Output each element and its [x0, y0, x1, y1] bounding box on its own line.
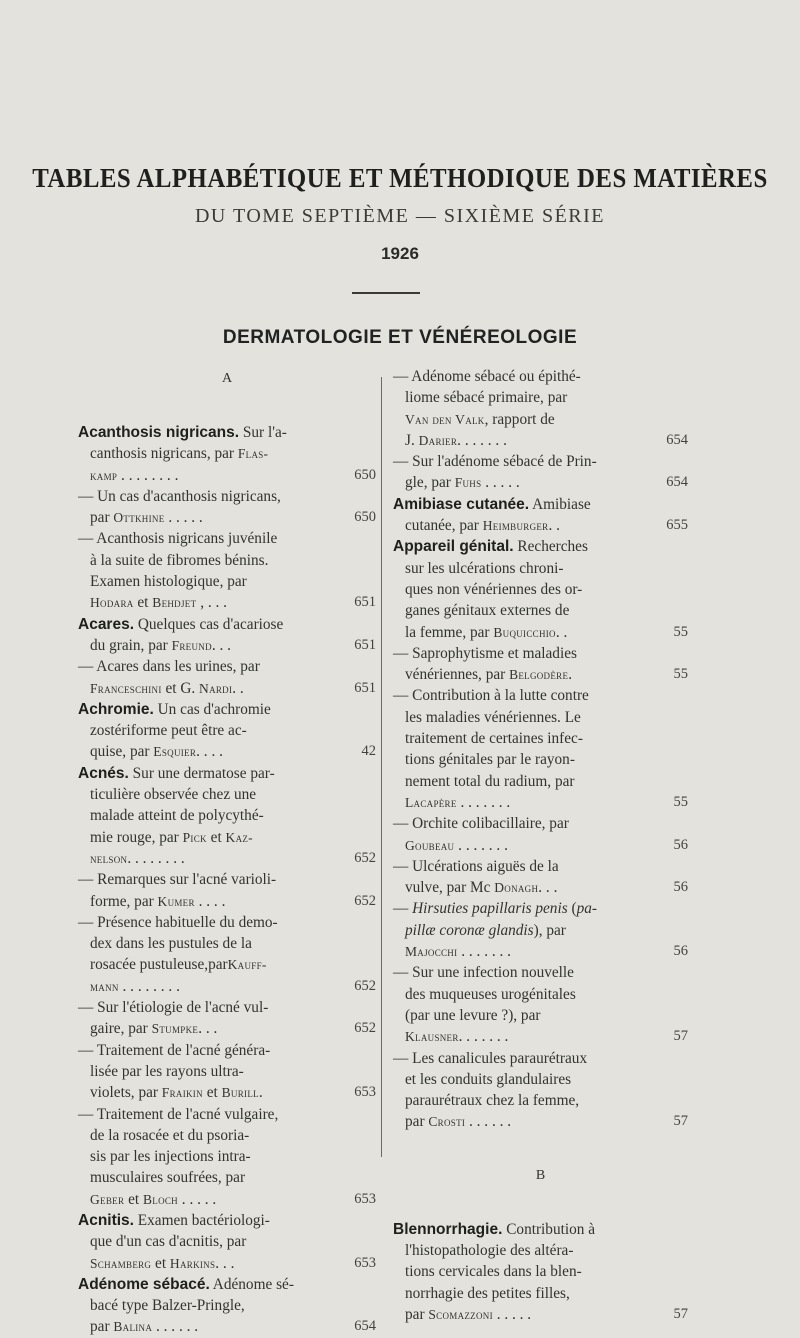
entry-text: Un cas d'achromie — [153, 700, 271, 718]
author-name: Kauff- — [227, 957, 267, 973]
entry-line — [393, 984, 688, 1005]
author-name: Balina — [113, 1319, 153, 1335]
author-name: Nardi — [199, 680, 233, 696]
author-name: Heimburger — [482, 518, 549, 534]
author-name: Bloch — [142, 1191, 178, 1207]
entry-line — [393, 664, 688, 685]
entry-text: par — [90, 1318, 114, 1336]
entry-text: de la rosacée et du psoria- — [90, 1126, 250, 1144]
entry-text: — Saprophytisme et maladies — [393, 644, 577, 662]
entry-text: et — [151, 1254, 170, 1272]
entry-line — [78, 912, 376, 933]
entry-line — [393, 1111, 688, 1132]
entry-text: — — [393, 900, 413, 918]
author-name: kamp — [90, 467, 118, 483]
entry-line — [78, 614, 376, 635]
letter-heading-a: A — [221, 371, 233, 386]
entry-line — [78, 507, 376, 528]
entry-text: Examen bactériologi- — [133, 1211, 270, 1229]
entry-line — [78, 891, 376, 912]
entry-line — [78, 720, 376, 741]
leader-dots: . . . — [538, 879, 558, 897]
entry-text: J. — [405, 431, 419, 449]
entry-line — [393, 409, 688, 430]
entry-text: sur les ulcérations chroni- — [405, 559, 564, 577]
entry-text: — Ulcérations aiguës de la — [393, 857, 559, 875]
entry-line — [78, 1189, 376, 1210]
leader-dots: . . . . . . . — [454, 836, 508, 854]
author-name: Flas- — [237, 446, 269, 462]
author-name: Darier — [418, 432, 458, 448]
entry-line — [78, 635, 376, 656]
page-number: 57 — [673, 1028, 688, 1045]
entry-line — [78, 592, 376, 613]
page-number: 55 — [673, 666, 688, 683]
entry-text: que d'un cas d'acnitis, par — [90, 1233, 247, 1251]
page-number: 56 — [673, 943, 688, 960]
entry-text: traitement de certaines infec- — [405, 730, 583, 748]
entry-text: tions cervicales dans la blen- — [405, 1263, 582, 1281]
leader-dots: . . . . . . . — [457, 431, 507, 449]
entry-line — [393, 366, 688, 387]
section-title: DERMATOLOGIE ET VÉNÉREOLOGIE — [222, 327, 578, 348]
entry-line — [78, 741, 376, 762]
entry-line — [393, 451, 688, 472]
entry-line — [78, 1316, 376, 1337]
author-name: Belgodère — [509, 667, 569, 683]
entry-text: Contribution à — [502, 1220, 596, 1238]
entry-text: tions génitales par le rayon- — [405, 751, 575, 769]
entry-text: Sur l'a- — [239, 424, 287, 441]
leader-dots: . . — [548, 517, 560, 535]
entry-text: — Remarques sur l'acné varioli- — [78, 871, 277, 889]
entry-text: ticulière observée chez une — [90, 786, 257, 804]
headword: Amibiase cutanée. — [393, 495, 530, 513]
page-number: 652 — [354, 977, 376, 994]
entry-line — [78, 1018, 376, 1039]
entry-line — [393, 707, 688, 728]
page-number: 56 — [673, 836, 688, 853]
right-column — [393, 366, 688, 1325]
entry-line — [393, 941, 688, 962]
author-name: Pick — [182, 829, 207, 845]
entry-text: — Un cas d'acanthosis nigricans, — [78, 487, 281, 505]
page-number: 57 — [673, 1305, 688, 1322]
entry-line — [78, 528, 376, 549]
leader-dots: . — [258, 1084, 263, 1102]
entry-line — [393, 920, 688, 941]
entry-text: rosacée pustuleuse,par — [90, 956, 228, 974]
author-name: Goubeau — [405, 837, 455, 853]
entry-line — [393, 1005, 688, 1026]
headword: Acares. — [78, 615, 135, 633]
entry-line — [393, 771, 688, 792]
author-name: Van den Valk — [405, 411, 485, 427]
entry-text: — Acanthosis nigricans juvénile — [78, 530, 278, 548]
leader-dots: . . . . . . . . — [127, 849, 185, 867]
leader-dots: , . . . — [196, 594, 227, 612]
entry-text: bacé type Balzer-Pringle, — [90, 1297, 245, 1315]
entry-line — [78, 869, 376, 890]
entry-line — [393, 1069, 688, 1090]
spacer — [78, 392, 376, 422]
entry-text: malade atteint de polycythé- — [90, 807, 264, 825]
entry-text: quise, par — [90, 743, 154, 761]
entry-text: forme, par — [90, 892, 158, 910]
spacer — [393, 1189, 688, 1219]
entry-text: et — [124, 1190, 143, 1208]
leader-dots: . . . . . — [492, 1305, 532, 1323]
leader-dots: . . . . . . — [152, 1318, 199, 1336]
page-number: 651 — [354, 594, 376, 611]
leader-dots: . . . . — [196, 743, 223, 761]
entry-text: Quelques cas d'acariose — [134, 615, 284, 633]
entry-line — [393, 1026, 688, 1047]
entry-text: musculaires soufrées, par — [90, 1169, 246, 1187]
entry-line — [393, 813, 688, 834]
leader-dots: . . — [232, 679, 244, 697]
entry-line — [78, 678, 376, 699]
author-name: Kaz- — [225, 829, 253, 845]
entry-line — [78, 1210, 376, 1231]
entry-line — [78, 656, 376, 677]
entry-text: ( — [567, 900, 577, 918]
entry-line — [78, 1231, 376, 1252]
entry-line — [78, 443, 376, 464]
entry-line — [393, 1283, 688, 1304]
entry-text: violets, par — [90, 1084, 162, 1102]
page-title: TABLES ALPHABÉTIQUE ET MÉTHODIQUE DES MATIÈRES — [32, 163, 768, 193]
entry-line — [78, 465, 376, 486]
entry-text: — Contribution à la lutte contre — [393, 687, 589, 705]
entry-line — [78, 422, 376, 443]
italic-term: pillæ coronæ glandis — [405, 921, 534, 939]
author-name: Hodara — [90, 595, 134, 611]
author-name: Esquier — [153, 744, 197, 760]
page-number: 655 — [666, 517, 688, 534]
letter-heading-b: B — [535, 1167, 546, 1183]
entry-line — [78, 848, 376, 869]
author-name: Ottkhine — [113, 510, 165, 526]
entry-text: liome sébacé primaire, par — [405, 389, 568, 407]
entry-text: mie rouge, par — [90, 828, 183, 846]
italic-term: pa- — [576, 900, 597, 918]
leader-dots: . . . — [215, 1254, 235, 1272]
author-name: Kumer — [157, 893, 195, 909]
entry-text: , rapport de — [484, 410, 555, 428]
leader-dots: . . . . . — [177, 1190, 217, 1208]
entry-text: et — [202, 1084, 222, 1102]
entry-line — [78, 1082, 376, 1103]
entry-text: sis par les injections intra- — [90, 1148, 251, 1166]
entry-text: — Sur l'étiologie de l'acné vul- — [78, 999, 269, 1017]
entry-line — [393, 494, 688, 515]
entry-text: — Présence habituelle du demo- — [78, 913, 278, 931]
author-name: Geber — [90, 1191, 125, 1207]
entry-line — [78, 486, 376, 507]
entry-line — [78, 571, 376, 592]
entry-line — [393, 792, 688, 813]
spacer — [393, 1133, 688, 1163]
leader-dots: . . . . . — [481, 474, 520, 492]
entry-line — [78, 933, 376, 954]
page-number: 654 — [666, 474, 688, 491]
leader-dots: . . . . . . — [465, 1113, 512, 1131]
entry-line — [393, 515, 688, 536]
author-name: Majocchi — [405, 944, 458, 960]
author-name: mann — [90, 978, 119, 994]
entry-line — [393, 536, 688, 557]
leader-dots: . . — [555, 623, 568, 641]
leader-dots: . . . . . — [164, 509, 203, 527]
leader-dots: . . . . . . . . — [117, 466, 179, 484]
leader-dots: . . . . . . . — [457, 943, 511, 961]
entry-text: — Traitement de l'acné généra- — [78, 1041, 271, 1059]
page-number: 651 — [354, 679, 376, 696]
entry-line — [393, 579, 688, 600]
entry-line — [393, 685, 688, 706]
entry-text: gaire, par — [90, 1020, 152, 1038]
entry-text: Examen histologique, par — [90, 573, 247, 591]
entry-text: (par une levure ?), par — [405, 1006, 541, 1024]
entry-text: ganes génitaux externes de — [405, 602, 570, 620]
column-divider — [381, 377, 382, 1157]
page-number: 42 — [361, 743, 376, 760]
page-number: 653 — [354, 1190, 376, 1207]
leader-dots: . . . — [211, 636, 231, 654]
entry-text: — Traitement de l'acné vulgaire, — [78, 1105, 279, 1123]
entry-text: — Orchite colibacillaire, par — [393, 815, 569, 833]
headword: Blennorrhagie. — [393, 1220, 503, 1238]
entry-line — [78, 805, 376, 826]
headword: Appareil génital. — [393, 538, 514, 556]
entry-line — [393, 1048, 688, 1069]
author-name: Stumpke — [151, 1021, 199, 1037]
entry-line — [78, 1125, 376, 1146]
entry-text: des muqueuses urogénitales — [405, 985, 576, 1003]
entry-line — [393, 1090, 688, 1111]
headword: Acnés. — [78, 764, 129, 782]
entry-line — [393, 558, 688, 579]
entry-line — [393, 387, 688, 408]
page-number: 652 — [354, 849, 376, 866]
author-name: Franceschini — [90, 680, 162, 696]
entry-text: vulve, par Mc — [405, 879, 495, 897]
entry-text: la femme, par — [405, 623, 494, 641]
entry-line — [393, 1240, 688, 1261]
leader-dots: . — [568, 666, 573, 684]
entry-line — [78, 1295, 376, 1316]
author-name: Behdjet — [152, 595, 197, 611]
leader-dots: . . . — [198, 1020, 218, 1038]
entry-line — [78, 763, 376, 784]
left-column — [78, 366, 376, 1338]
entry-text: ), par — [533, 921, 566, 939]
page-subtitle: DU TOME SEPTIÈME — SIXIÈME SÉRIE — [194, 205, 606, 227]
page-number: 653 — [354, 1084, 376, 1101]
entry-line — [78, 1146, 376, 1167]
page-number: 650 — [354, 509, 376, 526]
entry-line — [393, 877, 688, 898]
entry-text: et les conduits glandulaires — [405, 1070, 572, 1088]
entry-text: zostériforme peut être ac- — [90, 722, 247, 740]
entry-text: à la suite de fibromes bénins. — [90, 551, 269, 569]
entry-text: norrhagie des petites filles, — [405, 1284, 570, 1302]
entry-line — [78, 954, 376, 975]
page-number: 56 — [673, 879, 688, 896]
entry-line — [78, 1274, 376, 1295]
entry-text: par — [90, 509, 114, 527]
headword: Acanthosis nigricans. — [78, 424, 240, 441]
page-number: 55 — [673, 623, 688, 640]
entry-line — [78, 699, 376, 720]
leader-dots: . . . . — [194, 892, 226, 910]
author-name: Buquicchio — [493, 624, 556, 640]
entry-line — [78, 1167, 376, 1188]
page-number: 653 — [354, 1254, 376, 1271]
author-name: Burill — [221, 1085, 259, 1101]
page-number: 654 — [354, 1318, 376, 1335]
entry-line — [393, 898, 688, 919]
page-number: 57 — [673, 1113, 688, 1130]
entry-line — [393, 856, 688, 877]
entry-text: cutanée, par — [405, 517, 483, 535]
entry-line — [78, 550, 376, 571]
entry-text: l'histopathologie des altéra- — [405, 1241, 574, 1259]
entry-line — [78, 784, 376, 805]
volume-year: 1926 — [381, 244, 419, 263]
entry-text: ques non vénériennes des or- — [405, 580, 583, 598]
page-number: 652 — [354, 1020, 376, 1037]
entry-text: — Les canalicules paraurétraux — [393, 1049, 588, 1067]
entry-line — [393, 728, 688, 749]
page-number: 651 — [354, 636, 376, 653]
entry-line — [393, 472, 688, 493]
author-name: nelson — [90, 850, 128, 866]
entry-text: par — [405, 1305, 429, 1323]
entry-text: paraurétraux chez la femme, — [405, 1092, 580, 1110]
entry-line — [78, 997, 376, 1018]
entry-line — [393, 430, 688, 451]
italic-term: Hirsuties papillaris penis — [412, 900, 568, 918]
title-rule — [352, 292, 420, 294]
author-name: Lacapère — [405, 794, 457, 810]
entry-text: vénériennes, par — [405, 666, 510, 684]
entry-text: les maladies vénériennes. Le — [405, 708, 581, 726]
author-name: Scomazzoni — [428, 1306, 493, 1322]
entry-line — [393, 622, 688, 643]
entry-text: — Adénome sébacé ou épithé- — [393, 368, 581, 385]
entry-line — [393, 749, 688, 770]
entry-line — [78, 827, 376, 848]
leader-dots: . . . . . . . . — [118, 977, 180, 995]
entry-line — [393, 600, 688, 621]
page-number: 652 — [354, 892, 376, 909]
page-number: 55 — [673, 793, 688, 810]
entry-line — [78, 1253, 376, 1274]
author-name: Klausner — [405, 1029, 459, 1045]
entry-text: nement total du radium, par — [405, 772, 575, 790]
headword: Acnitis. — [78, 1211, 134, 1229]
entry-text: — Acares dans les urines, par — [78, 658, 260, 676]
entry-line — [78, 1040, 376, 1061]
headword: Achromie. — [78, 700, 154, 718]
entry-line — [393, 1304, 688, 1325]
entry-line — [78, 1061, 376, 1082]
entry-text: par — [405, 1113, 429, 1131]
entry-text: — Sur l'adénome sébacé de Prin- — [393, 453, 597, 471]
page-number: 650 — [354, 466, 376, 483]
entry-line — [393, 962, 688, 983]
author-name: Crosti — [428, 1114, 466, 1130]
entry-line — [78, 1104, 376, 1125]
entry-text: — Sur une infection nouvelle — [393, 964, 574, 982]
entry-line — [78, 976, 376, 997]
entry-text: Amibiase — [529, 495, 591, 513]
page-number: 654 — [666, 431, 688, 448]
entry-line — [393, 643, 688, 664]
headword: Adénome sébacé. — [78, 1275, 210, 1293]
entry-line — [393, 1261, 688, 1282]
entry-line — [393, 835, 688, 856]
entry-text: Sur une dermatose par- — [128, 764, 275, 782]
entry-text: du grain, par — [90, 636, 172, 654]
author-name: Fuhs — [454, 475, 482, 491]
entry-text: Recherches — [513, 538, 588, 556]
entry-text: canthosis nigricans, par — [90, 445, 238, 463]
author-name: Donagh — [494, 880, 539, 896]
entry-text: et — [133, 594, 153, 612]
author-name: Fraikin — [161, 1085, 203, 1101]
entry-text: et — [206, 828, 226, 846]
entry-text: et G. — [161, 679, 200, 697]
entry-line — [393, 1219, 688, 1240]
leader-dots: . . . . . . . — [456, 793, 511, 811]
author-name: Harkins — [169, 1255, 216, 1271]
entry-text: gle, par — [405, 474, 455, 492]
author-name: Freund — [171, 637, 212, 653]
entry-text: dex dans les pustules de la — [90, 935, 252, 953]
leader-dots: . . . . . . . — [458, 1028, 509, 1046]
entry-text: lisée par les rayons ultra- — [90, 1062, 244, 1080]
entry-text: Adénome sé- — [209, 1275, 294, 1293]
author-name: Schamberg — [90, 1255, 152, 1271]
